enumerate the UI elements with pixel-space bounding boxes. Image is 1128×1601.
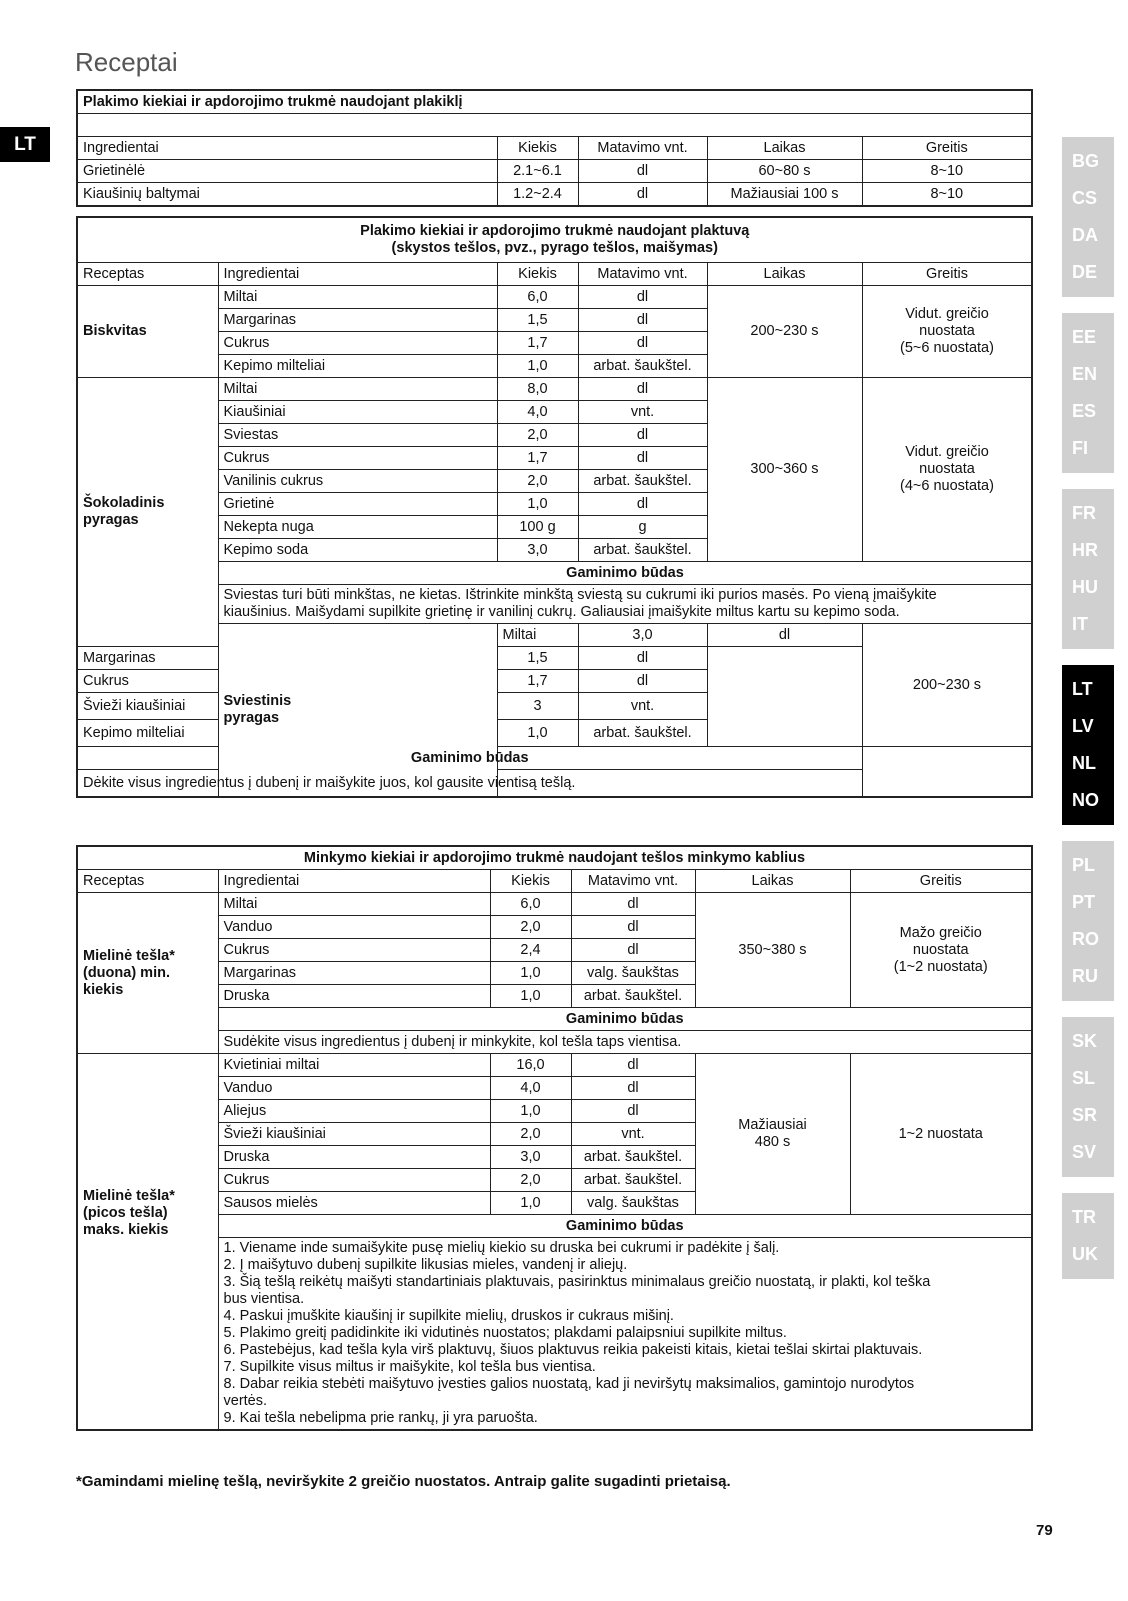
- speed-line: (5~6 nuostata): [900, 340, 994, 356]
- beater-title-line1: Plakimo kiekiai ir apdorojimo trukmė naudojant plaktuvą: [360, 223, 750, 239]
- whisk-table: [76, 89, 1033, 207]
- speed-cell: [862, 378, 1032, 562]
- cell: Švieži kiaušiniai: [77, 693, 218, 720]
- cell: 1,0: [490, 1100, 571, 1123]
- cell: dl: [578, 332, 707, 355]
- recipe-name-line: (picos tešla): [83, 1205, 168, 1221]
- speed-line: (1~2 nuostata): [893, 958, 988, 975]
- cell: valg. šaukštas: [571, 1192, 695, 1215]
- speed-line: Vidut. greičio: [905, 444, 989, 460]
- cell: Grietinė: [218, 493, 497, 516]
- beater-table: [76, 216, 1033, 798]
- method-row: [77, 585, 1032, 624]
- language-tab-lt[interactable]: LT: [1072, 679, 1093, 699]
- method-text: Dėkite visus ingredientus į dubenį ir maišykite juos, kol gausite vientisą tešlą.: [77, 770, 862, 798]
- cell: dl: [578, 378, 707, 401]
- cell: Druska: [218, 985, 490, 1008]
- recipe-name-line: Šokoladinis: [83, 495, 165, 511]
- footnote: *Gamindami mielinę tešlą, neviršykite 2 greičio nuostatos. Antraip galite sugadinti prietaisą.: [76, 1473, 731, 1490]
- cell: 2,0: [490, 916, 571, 939]
- beater-table-title: [77, 217, 1032, 263]
- cell: dl: [578, 647, 707, 670]
- page-title: Receptai: [75, 47, 178, 77]
- cell: Kepimo milteliai: [218, 355, 497, 378]
- method-step: 4. Paskui įmuškite kiaušinį ir supilkite mielių, druskos ir cukraus mišinį.: [223, 1308, 674, 1324]
- cell: g: [578, 516, 707, 539]
- cell: valg. šaukštas: [571, 962, 695, 985]
- method-step: 3. Šią tešlą reikėtų maišyti standartiniais plaktuvais, pasirinktus minimalaus greičio nuostatą, ir plakti, kol teška: [223, 1274, 931, 1290]
- cell: Miltai: [497, 624, 578, 647]
- language-tab-bg[interactable]: BG: [1072, 151, 1099, 171]
- method-text: Sudėkite visus ingredientus į dubenį ir minkykite, kol tešla taps vientisa.: [218, 1031, 1032, 1054]
- language-tab-pl[interactable]: PL: [1072, 855, 1096, 875]
- recipe-name-line: maks. kiekis: [83, 1222, 169, 1238]
- header-cell: Ingredientai: [77, 137, 497, 160]
- header-cell: Ingredientai: [218, 870, 490, 893]
- cell: Nekepta nuga: [218, 516, 497, 539]
- cell: dl: [578, 309, 707, 332]
- cell: arbat. šaukštel.: [578, 355, 707, 378]
- language-tab-ee[interactable]: EE: [1072, 327, 1097, 347]
- method-row: [77, 770, 1032, 798]
- table-row: [77, 624, 1032, 647]
- header-cell: Matavimo vnt.: [578, 263, 707, 286]
- cell: arbat. šaukštel.: [571, 1169, 695, 1192]
- cell: 60~80 s: [707, 160, 862, 183]
- header-cell: Kiekis: [490, 870, 571, 893]
- cell: 1,0: [490, 1192, 571, 1215]
- cell: Aliejus: [218, 1100, 490, 1123]
- method-step: vertės.: [223, 1393, 268, 1409]
- method-step: 2. Į maišytuvo dubenį supilkite likusias mieles, vandenį ir aliejų.: [223, 1257, 628, 1273]
- language-tab-ro[interactable]: RO: [1072, 929, 1099, 949]
- cell: vnt.: [571, 1123, 695, 1146]
- cell: 1.2~2.4: [497, 183, 578, 207]
- cell: vnt.: [578, 693, 707, 720]
- cell: 1,7: [497, 670, 578, 693]
- cell: 1,7: [497, 332, 578, 355]
- language-tab-ru[interactable]: RU: [1072, 966, 1098, 986]
- language-tab-no[interactable]: NO: [1072, 790, 1099, 810]
- cell: 1,0: [497, 720, 578, 747]
- cell: dl: [578, 286, 707, 309]
- cell: 1,5: [497, 309, 578, 332]
- cell: Vanduo: [218, 1077, 490, 1100]
- cell: dl: [571, 1100, 695, 1123]
- table-header-row: [77, 870, 1032, 893]
- recipe-name: [77, 1054, 218, 1431]
- language-tab-nl[interactable]: NL: [1072, 753, 1096, 773]
- cell: arbat. šaukštel.: [571, 985, 695, 1008]
- method-step: bus vientisa.: [223, 1291, 305, 1307]
- language-group: [1062, 1017, 1114, 1177]
- language-tab-pt[interactable]: PT: [1072, 892, 1096, 912]
- recipe-name-line: pyragas: [223, 710, 280, 726]
- method-title-row: [77, 1008, 1032, 1031]
- cell: 8,0: [497, 378, 578, 401]
- recipe-name-line: (duona) min.: [83, 964, 170, 981]
- cell: 3,0: [497, 539, 578, 562]
- table-header-row: [77, 263, 1032, 286]
- cell: Margarinas: [218, 309, 497, 332]
- speed-line: Vidut. greičio: [905, 306, 989, 322]
- language-tab-es[interactable]: ES: [1072, 401, 1097, 421]
- time-cell: 350~380 s: [695, 893, 850, 1008]
- recipe-name-line: kiekis: [83, 981, 124, 998]
- cell: dl: [578, 670, 707, 693]
- header-cell: Greitis: [862, 137, 1032, 160]
- method-title-row: [77, 1215, 1032, 1238]
- time-cell: 200~230 s: [862, 624, 1032, 747]
- cell: Miltai: [218, 893, 490, 916]
- header-cell: Ingredientai: [218, 263, 497, 286]
- speed-line: nuostata: [919, 323, 975, 339]
- cell: 3: [497, 693, 578, 720]
- cell: Margarinas: [218, 962, 490, 985]
- cell: 2,0: [490, 1169, 571, 1192]
- speed-line: (4~6 nuostata): [900, 478, 994, 494]
- cell: Miltai: [218, 378, 497, 401]
- language-group: [1062, 665, 1114, 825]
- language-group: [1062, 313, 1114, 473]
- cell: 2,0: [497, 470, 578, 493]
- cell: Kiaušinių baltymai: [77, 183, 497, 207]
- language-tab-en[interactable]: EN: [1072, 364, 1098, 384]
- cell: Kepimo soda: [218, 539, 497, 562]
- language-tab-it[interactable]: IT: [1072, 614, 1088, 634]
- method-step: 8. Dabar reikia stebėti maišytuvo įvesties galios nuostatą, kad ji neviršytų maksimalios, gamintojo nurodytos: [223, 1376, 915, 1392]
- cell: 1,0: [497, 493, 578, 516]
- cell: dl: [707, 624, 862, 647]
- cell: 100 g: [497, 516, 578, 539]
- dough-hook-table: [76, 845, 1033, 1431]
- recipe-name: Biskvitas: [77, 286, 218, 378]
- language-group: [1062, 1193, 1114, 1279]
- table-spacer: [77, 114, 1032, 137]
- cell: dl: [571, 893, 695, 916]
- cell: 2,4: [490, 939, 571, 962]
- cell: Vanduo: [218, 916, 490, 939]
- time-cell: [695, 1054, 850, 1215]
- cell: 4,0: [497, 401, 578, 424]
- time-line: 480 s: [754, 1134, 791, 1150]
- cell: 6,0: [497, 286, 578, 309]
- cell: Cukrus: [218, 1169, 490, 1192]
- method-step: 7. Supilkite visus miltus ir maišykite, kol tešla bus vientisa.: [223, 1359, 596, 1375]
- table-row: [77, 1054, 1032, 1077]
- language-sidebar: [1062, 137, 1114, 1295]
- cell: 2,0: [497, 424, 578, 447]
- language-tab-tr[interactable]: TR: [1072, 1207, 1096, 1227]
- cell: Cukrus: [218, 939, 490, 962]
- cell: 6,0: [490, 893, 571, 916]
- cell: 8~10: [862, 183, 1032, 207]
- cell: 8~10: [862, 160, 1032, 183]
- language-tab-sr[interactable]: SR: [1072, 1105, 1098, 1125]
- cell: dl: [578, 424, 707, 447]
- language-group: [1062, 137, 1114, 297]
- language-tab-uk[interactable]: UK: [1072, 1244, 1098, 1264]
- cell: 1,0: [497, 355, 578, 378]
- header-cell: Matavimo vnt.: [571, 870, 695, 893]
- cell: 2,0: [490, 1123, 571, 1146]
- recipe-name-line: pyragas: [83, 512, 139, 528]
- cell: Kvietiniai miltai: [218, 1054, 490, 1077]
- method-title-row: [77, 562, 1032, 585]
- beater-title-line2: (skystos tešlos, pvz., pyrago tešlos, maišymas): [391, 240, 718, 256]
- method-title: Gaminimo būdas: [218, 1008, 1032, 1031]
- cell: 3,0: [490, 1146, 571, 1169]
- speed-line: nuostata: [919, 461, 975, 477]
- cell: arbat. šaukštel.: [571, 1146, 695, 1169]
- language-tab-fr[interactable]: FR: [1072, 503, 1096, 523]
- header-cell: Laikas: [707, 137, 862, 160]
- cell: arbat. šaukštel.: [578, 470, 707, 493]
- header-cell: Greitis: [862, 263, 1032, 286]
- speed-line: nuostata: [912, 941, 969, 958]
- header-cell: Receptas: [77, 870, 218, 893]
- time-cell: 300~360 s: [707, 378, 862, 562]
- cell: Sausos mielės: [218, 1192, 490, 1215]
- table-row: [77, 183, 1032, 207]
- header-cell: Greitis: [850, 870, 1032, 893]
- recipe-name: [77, 893, 218, 1054]
- table-row: [77, 893, 1032, 916]
- cell: Cukrus: [218, 332, 497, 355]
- cell: Miltai: [218, 286, 497, 309]
- cell: dl: [571, 916, 695, 939]
- cell: dl: [578, 447, 707, 470]
- language-tab-da[interactable]: DA: [1072, 225, 1098, 245]
- header-cell: Kiekis: [497, 263, 578, 286]
- cell: Mažiausiai 100 s: [707, 183, 862, 207]
- method-step: 9. Kai tešla nebelipma prie rankų, ji yra paruošta.: [223, 1410, 538, 1426]
- method-step: 1. Viename inde sumaišykite pusę mielių kiekio su druska bei cukrumi ir padėkite į šalį.: [223, 1240, 780, 1256]
- speed-cell: 1~2 nuostata: [850, 1054, 1032, 1215]
- cell: Švieži kiaušiniai: [218, 1123, 490, 1146]
- cell: dl: [571, 1077, 695, 1100]
- language-tab-sk[interactable]: SK: [1072, 1031, 1098, 1051]
- cell: Kiaušiniai: [218, 401, 497, 424]
- header-cell: Laikas: [707, 263, 862, 286]
- speed-cell: [850, 893, 1032, 1008]
- recipe-name-line: Sviestinis: [223, 693, 292, 709]
- header-cell: Matavimo vnt.: [578, 137, 707, 160]
- cell: Cukrus: [218, 447, 497, 470]
- method-title: Gaminimo būdas: [218, 562, 1032, 585]
- cell: arbat. šaukštel.: [578, 539, 707, 562]
- cell: 3,0: [578, 624, 707, 647]
- language-group: [1062, 489, 1114, 649]
- cell: arbat. šaukštel.: [578, 720, 707, 747]
- language-tab-hr[interactable]: HR: [1072, 540, 1098, 560]
- header-cell: Kiekis: [497, 137, 578, 160]
- table-row: [77, 160, 1032, 183]
- table-header-row: [77, 137, 1032, 160]
- method-title: Gaminimo būdas: [218, 1215, 1032, 1238]
- header-cell: Receptas: [77, 263, 218, 286]
- cell: 1,5: [497, 647, 578, 670]
- cell: vnt.: [578, 401, 707, 424]
- time-line: Mažiausiai: [738, 1117, 807, 1133]
- cell: Grietinėlė: [77, 160, 497, 183]
- dough-hook-table-title: Minkymo kiekiai ir apdorojimo trukmė naudojant tešlos minkymo kablius: [77, 846, 1032, 870]
- cell: Kepimo milteliai: [77, 720, 218, 747]
- language-tab-de[interactable]: DE: [1072, 262, 1098, 282]
- language-tab-cs[interactable]: CS: [1072, 188, 1098, 208]
- section-tab-lt: LT: [0, 127, 50, 162]
- speed-line: Mažo greičio: [899, 924, 982, 941]
- cell: Cukrus: [77, 670, 218, 693]
- speed-cell: [862, 286, 1032, 378]
- cell: dl: [571, 1054, 695, 1077]
- cell: dl: [578, 160, 707, 183]
- method-row: [77, 1238, 1032, 1431]
- cell: Vanilinis cukrus: [218, 470, 497, 493]
- recipe-name-line: Mielinė tešla*: [83, 947, 175, 964]
- method-text: [218, 585, 1032, 624]
- method-title-row: [77, 747, 1032, 770]
- method-title: Gaminimo būdas: [77, 747, 862, 770]
- cell: 2.1~6.1: [497, 160, 578, 183]
- cell: 4,0: [490, 1077, 571, 1100]
- cell: 1,0: [490, 962, 571, 985]
- recipe-name-line: Mielinė tešla*: [83, 1188, 175, 1204]
- cell: 1,7: [497, 447, 578, 470]
- language-tab-lv[interactable]: LV: [1072, 716, 1094, 736]
- cell: Margarinas: [77, 647, 218, 670]
- language-tab-fi[interactable]: FI: [1072, 438, 1088, 458]
- cell: Druska: [218, 1146, 490, 1169]
- cell: dl: [571, 939, 695, 962]
- language-tab-sv[interactable]: SV: [1072, 1142, 1097, 1162]
- cell: 1,0: [490, 985, 571, 1008]
- whisk-table-title: Plakimo kiekiai ir apdorojimo trukmė naudojant plakiklį: [77, 90, 1032, 114]
- method-line: Sviestas turi būti minkštas, ne kietas. Ištrinkite minkštą sviestą su cukrumi iki purios masės. Po vieną įmaišykite: [223, 587, 937, 603]
- cell: Sviestas: [218, 424, 497, 447]
- method-steps: [218, 1238, 1032, 1431]
- table-row: [77, 286, 1032, 309]
- recipe-name: [77, 378, 218, 647]
- page-number: 79: [1036, 1522, 1053, 1539]
- cell: dl: [578, 493, 707, 516]
- table-row: [77, 378, 1032, 401]
- header-cell: Laikas: [695, 870, 850, 893]
- method-line: kiaušinius. Maišydami supilkite grietinę ir vanilinį cukrų. Galiausiai įmaišykite miltus kartu su kepimo soda.: [223, 604, 900, 620]
- language-tab-sl[interactable]: SL: [1072, 1068, 1096, 1088]
- language-group: [1062, 841, 1114, 1001]
- language-tab-hu[interactable]: HU: [1072, 577, 1098, 597]
- method-step: 5. Plakimo greitį padidinkite iki vidutinės nuostatos; plakdami palaipsniui supilkite miltus.: [223, 1325, 787, 1341]
- cell: 16,0: [490, 1054, 571, 1077]
- method-row: [77, 1031, 1032, 1054]
- method-step: 6. Pastebėjus, kad tešla kyla virš plaktuvų, šiuos plaktuvus reikia pakeisti kitais, kietai tešlai skirtai plaktuvais.: [223, 1342, 923, 1358]
- cell: dl: [578, 183, 707, 207]
- time-cell: 200~230 s: [707, 286, 862, 378]
